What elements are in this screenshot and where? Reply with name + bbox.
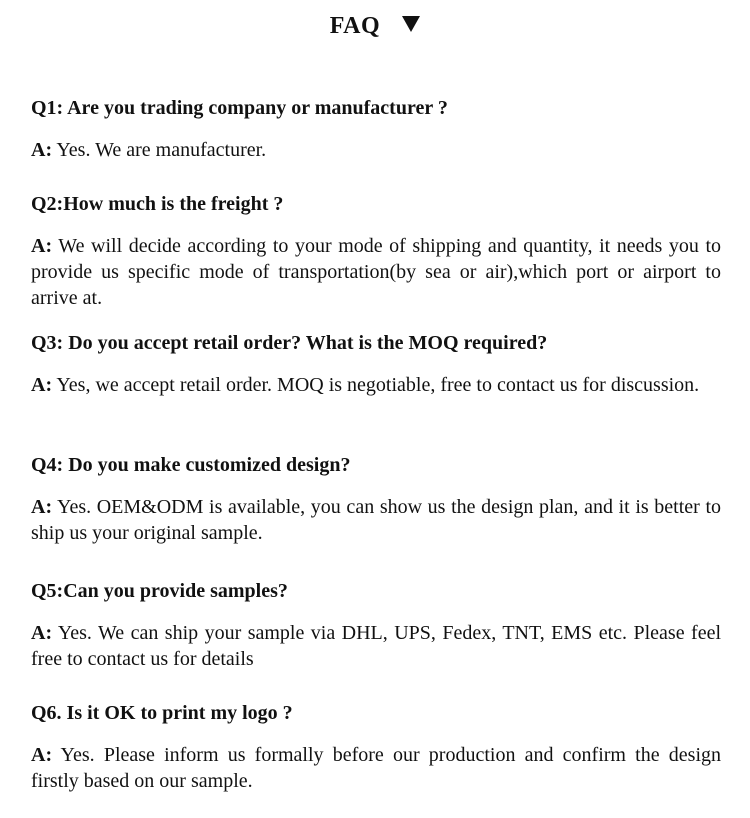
- answer-prefix: A:: [31, 139, 53, 161]
- faq-header: [0, 10, 750, 41]
- faq-item-1: [31, 95, 721, 163]
- answer-5: [31, 620, 721, 672]
- question-3: Q3: Do you accept retail order? What is the MOQ required?: [31, 332, 548, 354]
- answer-prefix: A:: [31, 622, 53, 644]
- question-4: Q4: Do you make customized design?: [31, 454, 351, 476]
- answer-text: We will decide according to your mode of shipping and quantity, it needs you to provide us specific mode of transportation(by sea or air),which port or airport to arrive at.: [31, 235, 721, 309]
- answer-prefix: A:: [31, 496, 53, 518]
- faq-item-2: [31, 191, 721, 311]
- answer-text: Yes. We are manufacturer.: [52, 139, 267, 161]
- answer-text: Yes. We can ship your sample via DHL, UPS, Fedex, TNT, EMS etc. Please feel free to contact us for details: [31, 622, 721, 670]
- question-5: Q5:Can you provide samples?: [31, 580, 288, 602]
- question-6: Q6. Is it OK to print my logo ?: [31, 702, 293, 724]
- answer-prefix: A:: [31, 744, 53, 766]
- faq-item-6: [31, 700, 721, 794]
- faq-item-3: [31, 330, 721, 398]
- faq-item-4: [31, 452, 721, 546]
- answer-1: [31, 137, 721, 163]
- triangle-down-icon: [402, 16, 420, 32]
- answer-6: [31, 742, 721, 794]
- answer-text: Yes, we accept retail order. MOQ is negotiable, free to contact us for discussion.: [52, 374, 700, 396]
- answer-2: [31, 233, 721, 311]
- page-title: FAQ: [329, 13, 381, 40]
- question-1: Q1: Are you trading company or manufacturer ?: [31, 97, 448, 119]
- answer-prefix: A:: [31, 235, 53, 257]
- answer-text: Yes. Please inform us formally before our production and confirm the design firstly based on our sample.: [31, 744, 721, 792]
- answer-3: [31, 372, 721, 398]
- faq-item-5: [31, 578, 721, 672]
- answer-4: [31, 494, 721, 546]
- answer-text: Yes. OEM&ODM is available, you can show us the design plan, and it is better to ship us your original sample.: [31, 496, 721, 544]
- answer-prefix: A:: [31, 374, 53, 396]
- question-2: Q2:How much is the freight ?: [31, 193, 284, 215]
